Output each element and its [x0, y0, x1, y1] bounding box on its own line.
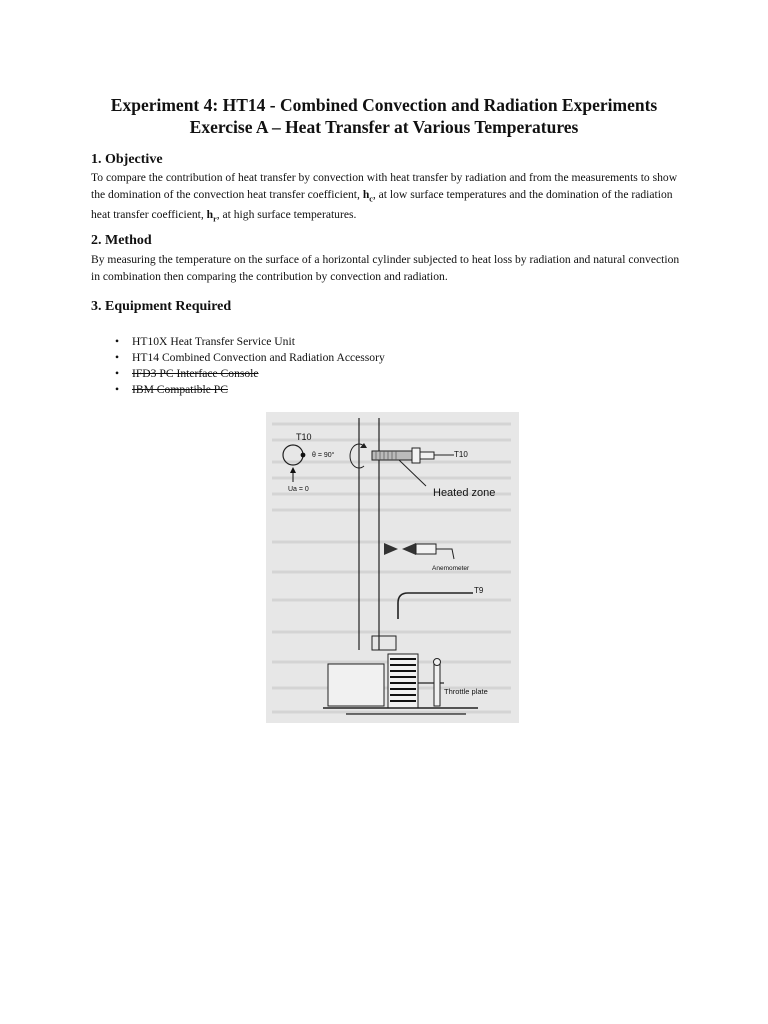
cylinder-connector: [420, 452, 434, 459]
hr-symbol: $h_r$: [206, 208, 217, 224]
equipment-list: [115, 334, 385, 398]
throttle-plate: [434, 662, 440, 706]
fan-housing: [328, 664, 384, 706]
equipment-item-struck: • IBM Compatible PC: [115, 382, 385, 398]
anemometer-blade-right: [402, 543, 416, 555]
document-title-line-1: Experiment 4: HT14 - Combined Convection and Radiation Experiments: [110, 95, 658, 115]
t9-probe: [398, 593, 473, 619]
equipment-item-struck: • IFD3 PC Interface Console: [115, 366, 385, 382]
airflow-arrowhead: [290, 467, 296, 473]
label-t10-left: T10: [296, 432, 312, 442]
duct-collar: [372, 636, 396, 650]
anemometer-lead: [436, 549, 454, 559]
apparatus-figure: [266, 412, 519, 723]
label-ua: Ua = 0: [288, 486, 309, 493]
anemometer-blade-left: [384, 543, 398, 555]
equipment-item: • HT14 Combined Convection and Radiation Accessory: [115, 350, 385, 366]
heated-zone-leader: [399, 460, 426, 486]
equipment-heading: 3. Equipment Required: [91, 299, 232, 314]
apparatus-diagram: [266, 412, 519, 723]
objective-heading: 1. Objective: [91, 152, 163, 167]
rotation-arrowhead: [360, 443, 367, 448]
method-paragraph: By measuring the temperature on the surface of a horizontal cylinder subjected to heat loss by radiation and natural convection in combination then comparing the contribution by convection and radiation.: [91, 253, 680, 283]
objective-text-b: , at low surface temperatures and the domination of the radiation heat transfer coefficient,: [91, 187, 673, 222]
label-throttle-plate: Throttle plate: [444, 687, 488, 696]
equipment-item: • HT10X Heat Transfer Service Unit: [115, 334, 385, 350]
label-theta: θ = 90°: [312, 452, 335, 459]
objective-paragraph: [91, 170, 691, 228]
objective-text-a: To compare the contribution of heat transfer by convection with heat transfer by radiation and from the measurements to show the domination of the convection heat transfer coefficient,: [91, 171, 678, 201]
throttle-knob: [434, 659, 441, 666]
label-anemometer: Anemometer: [432, 565, 470, 572]
hc-symbol: $h_c$: [362, 187, 373, 203]
cylinder-mount: [412, 448, 420, 463]
anemometer-body: [416, 544, 436, 554]
label-heated-zone: Heated zone: [433, 487, 496, 499]
objective-text-c: , at high surface temperatures.: [216, 208, 357, 222]
document-title-line-2: Exercise A – Heat Transfer at Various Temperatures: [189, 117, 579, 137]
label-t10-right: T10: [454, 450, 468, 459]
thermocouple-dot: [301, 453, 306, 458]
method-heading: 2. Method: [91, 233, 152, 248]
label-t9: T9: [474, 586, 484, 595]
heater-enclosure: [388, 654, 418, 708]
